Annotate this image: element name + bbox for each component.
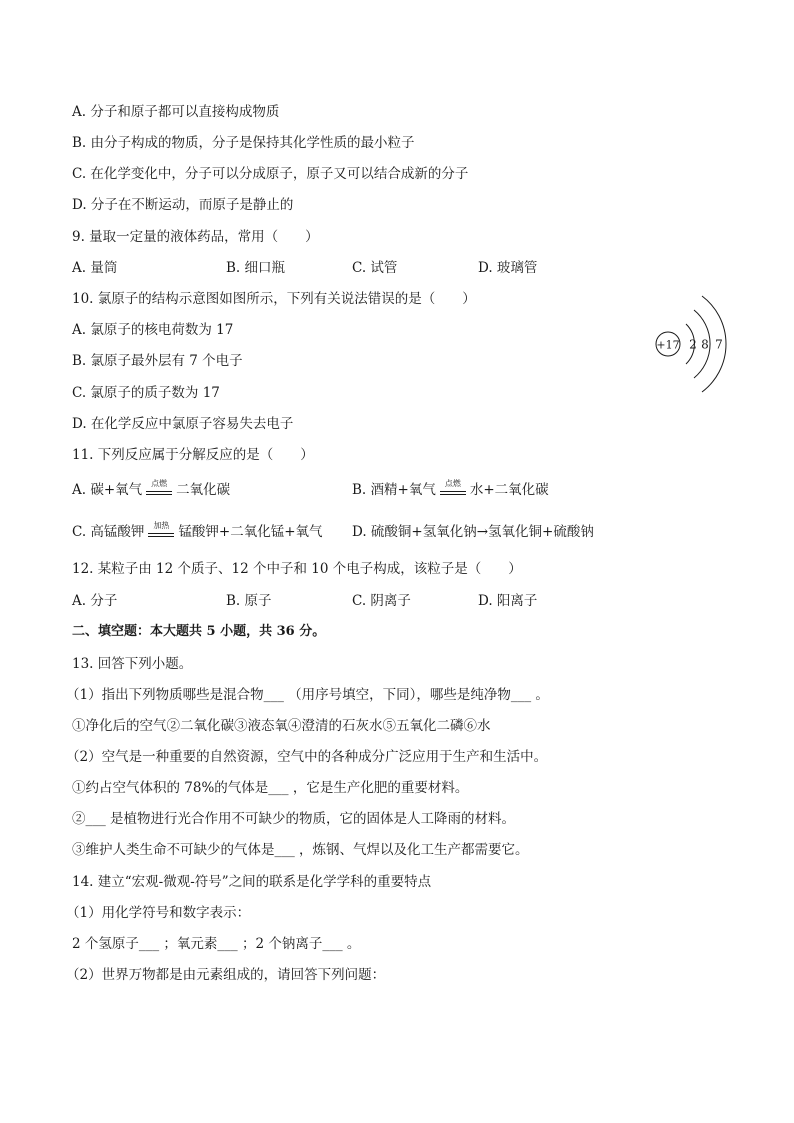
q11-option-b [352,478,549,499]
q12-option-d: D. 阳离子 [478,593,538,609]
q11-option-d: D. 硫酸铜+氢氧化钠→氢氧化铜+硫酸钠 [352,524,594,540]
reaction-condition: 点燃 [444,478,461,488]
shell-3-electrons: 7 [715,337,723,352]
q11-b-products: 水+二氧化碳 [469,482,549,498]
q14-stem: 14. 建立“宏观-微观-符号”之间的联系是化学学科的重要特点 [72,874,432,890]
reaction-arrow [439,478,467,499]
shell-1-electrons: 2 [689,337,697,352]
nucleus-charge: +17 [656,338,680,352]
q14-part1-line: 2 个氢原子___ ；氧元素___ ；2 个钠离子___ 。 [72,936,361,952]
q10-option-d: D. 在化学反应中氯原子容易失去电子 [72,416,294,432]
q11-c-reactants: C. 高锰酸钾 [72,524,145,540]
q13-part2-item2: ②___ 是植物进行光合作用不可缺少的物质，它的固体是人工降雨的材料。 [72,811,516,827]
q10-option-b: B. 氯原子最外层有 7 个电子 [72,353,243,369]
reaction-arrow [145,478,173,499]
q13-part2-item3: ③维护人类生命不可缺少的气体是___ ，炼钢、气焊以及化工生产都需要它。 [72,842,529,858]
q14-part2: （2）世界万物都是由元素组成的，请回答下列问题： [66,967,386,983]
shell-2-electrons: 8 [701,337,709,352]
q8-option-c: C. 在化学变化中，分子可以分成原子，原子又可以结合成新的分子 [72,166,469,182]
q12-option-a: A. 分子 [72,593,118,609]
q8-option-a: A. 分子和原子都可以直接构成物质 [72,104,280,120]
q11-c-products: 锰酸钾+二氧化锰+氧气 [178,524,323,540]
q10-option-a: A. 氯原子的核电荷数为 17 [72,322,234,338]
reaction-condition: 点燃 [151,478,168,488]
q8-option-d: D. 分子在不断运动，而原子是静止的 [72,197,294,213]
section-heading: 二、填空题：本大题共 5 小题，共 36 分。 [72,624,326,639]
chlorine-atom-diagram [650,288,730,398]
q12-option-c: C. 阴离子 [352,593,411,609]
q9-option-b: B. 细口瓶 [226,260,286,276]
q12-option-b: B. 原子 [226,593,272,609]
q13-part2: （2）空气是一种重要的自然资源，空气中的各种成分广泛应用于生产和生活中。 [66,749,548,765]
q10-option-c: C. 氯原子的质子数为 17 [72,385,220,401]
q13-stem: 13. 回答下列小题。 [72,656,193,672]
q9-stem: 9. 量取一定量的液体药品，常用（ ） [72,229,319,245]
q10-stem: 10. 氯原子的结构示意图如图所示，下列有关说法错误的是（ ） [72,291,476,307]
q11-stem: 11. 下列反应属于分解反应的是（ ） [72,447,314,463]
q11-a-products: 二氧化碳 [176,482,231,498]
q8-option-b: B. 由分子构成的物质，分子是保持其化学性质的最小粒子 [72,135,415,151]
q14-part1: （1）用化学符号和数字表示： [66,905,251,921]
q13-part2-item1: ①约占空气体积的 78%的气体是___ ，它是生产化肥的重要材料。 [72,780,469,796]
q13-part1-items: ①净化后的空气②二氧化碳③液态氧④澄清的石灰水⑤五氧化二磷⑥水 [72,718,491,734]
q9-option-d: D. 玻璃管 [478,260,538,276]
q9-option-c: C. 试管 [352,260,398,276]
reaction-condition: 加热 [153,520,170,530]
q11-option-c [72,520,323,541]
q12-stem: 12. 某粒子由 12 个质子、12 个中子和 10 个电子构成，该粒子是（ ） [72,561,522,577]
q13-part1: （1）指出下列物质哪些是混合物___ （用序号填空，下同），哪些是纯净物___ 。 [66,687,549,703]
q9-option-a: A. 量筒 [72,260,118,276]
reaction-arrow [147,520,175,541]
q11-b-reactants: B. 酒精+氧气 [352,482,436,498]
q11-a-reactants: A. 碳+氧气 [72,482,143,498]
q11-option-a [72,478,231,499]
